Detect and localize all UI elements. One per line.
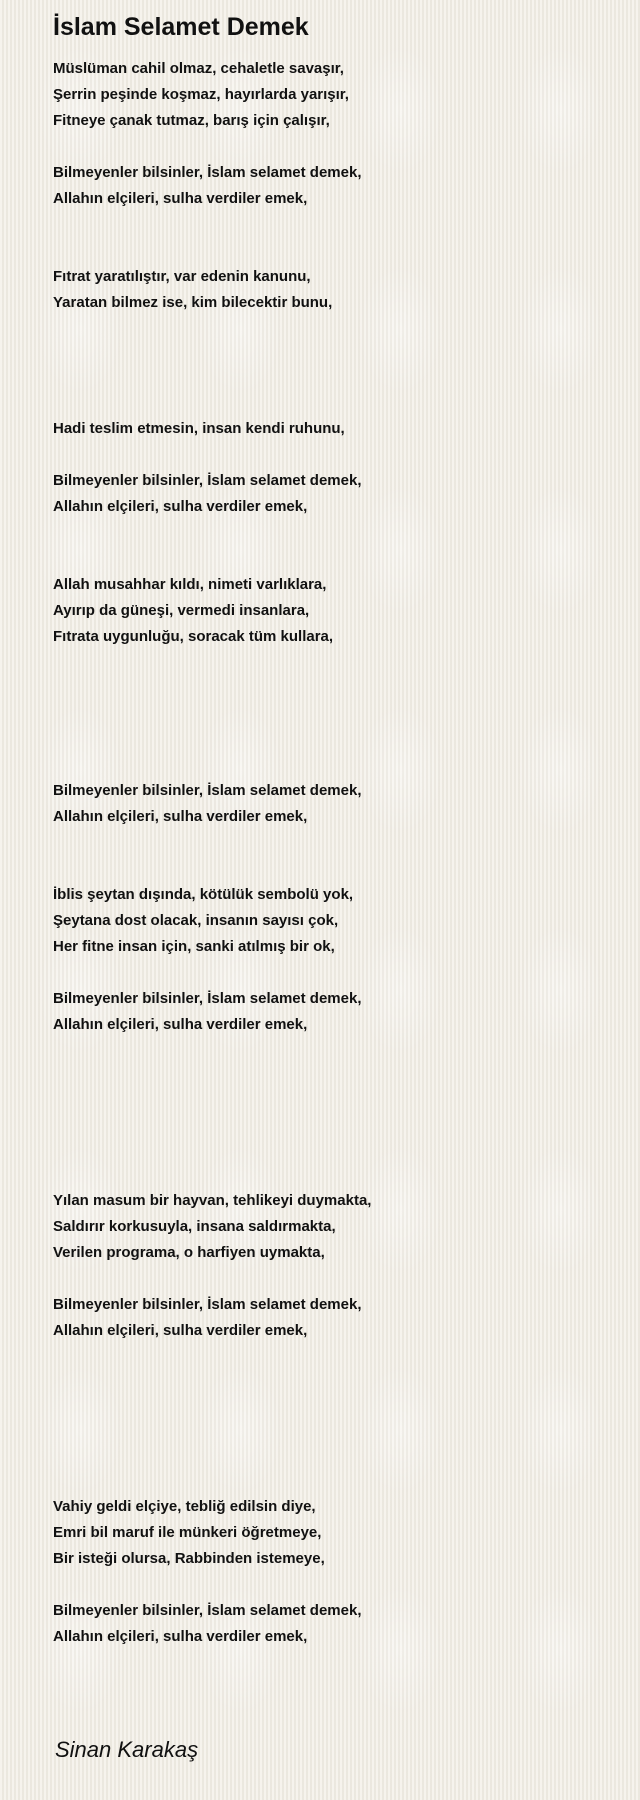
poem-line: Her fitne insan için, sanki atılmış bir ok, — [53, 938, 335, 955]
stanza-gap — [53, 520, 613, 572]
stanza-gap — [53, 830, 613, 882]
poem-line: Bilmeyenler bilsinler, İslam selamet demek, — [53, 1602, 362, 1619]
poem-line: Şerrin peşinde koşmaz, hayırlarda yarışır, — [53, 86, 349, 103]
stanza-gap — [53, 134, 613, 160]
poem-line: Allah musahhar kıldı, nimeti varlıklara, — [53, 576, 327, 593]
poem-line: Fıtrata uygunluğu, soracak tüm kullara, — [53, 628, 334, 645]
poem-line: Allahın elçileri, sulha verdiler emek, — [53, 1628, 308, 1645]
poem-line: Müslüman cahil olmaz, cehaletle savaşır, — [53, 60, 344, 77]
poem-line: Hadi teslim etmesin, insan kendi ruhunu, — [53, 420, 345, 437]
poem-line: Bir isteği olursa, Rabbinden istemeye, — [53, 1550, 325, 1567]
poem-line: Şeytana dost olacak, insanın sayısı çok, — [53, 912, 339, 929]
stanza-gap — [53, 1266, 613, 1292]
poem-title: İslam Selamet Demek — [53, 13, 309, 41]
poem-line: Fıtrat yaratılıştır, var edenin kanunu, — [53, 268, 311, 285]
stanza-gap — [53, 1038, 613, 1188]
poem-line: Verilen programa, o harfiyen uymakta, — [53, 1244, 325, 1261]
poem-line: Ayırıp da güneşi, vermedi insanlara, — [53, 602, 310, 619]
stanza-gap — [53, 442, 613, 468]
poem-line: Fitneye çanak tutmaz, barış için çalışır, — [53, 112, 330, 129]
stanza-gap — [53, 650, 613, 778]
poem-line: Allahın elçileri, sulha verdiler emek, — [53, 1322, 308, 1339]
poem-line: Bilmeyenler bilsinler, İslam selamet demek, — [53, 164, 362, 181]
stanza-gap — [53, 960, 613, 986]
stanza-gap — [53, 212, 613, 264]
poem-body — [53, 56, 613, 1650]
stanza-gap — [53, 1344, 613, 1494]
poem-page — [53, 10, 613, 1650]
author-signature: Sinan Karakaş — [55, 1737, 199, 1762]
poem-line: İblis şeytan dışında, kötülük sembolü yok, — [53, 886, 354, 903]
poem-line: Allahın elçileri, sulha verdiler emek, — [53, 1016, 308, 1033]
poem-line: Saldırır korkusuyla, insana saldırmakta, — [53, 1218, 336, 1235]
poem-line: Yılan masum bir hayvan, tehlikeyi duymakta, — [53, 1192, 372, 1209]
poem-line: Bilmeyenler bilsinler, İslam selamet demek, — [53, 782, 362, 799]
poem-line: Bilmeyenler bilsinler, İslam selamet demek, — [53, 1296, 362, 1313]
poem-line: Allahın elçileri, sulha verdiler emek, — [53, 808, 308, 825]
poem-line: Bilmeyenler bilsinler, İslam selamet demek, — [53, 990, 362, 1007]
poem-line: Vahiy geldi elçiye, tebliğ edilsin diye, — [53, 1498, 316, 1515]
poem-line: Allahın elçileri, sulha verdiler emek, — [53, 190, 308, 207]
poem-line: Emri bil maruf ile münkeri öğretmeye, — [53, 1524, 322, 1541]
poem-line: Yaratan bilmez ise, kim bilecektir bunu, — [53, 294, 333, 311]
poem-line: Allahın elçileri, sulha verdiler emek, — [53, 498, 308, 515]
stanza-gap — [53, 1572, 613, 1598]
stanza-gap — [53, 316, 613, 416]
poem-line: Bilmeyenler bilsinler, İslam selamet demek, — [53, 472, 362, 489]
